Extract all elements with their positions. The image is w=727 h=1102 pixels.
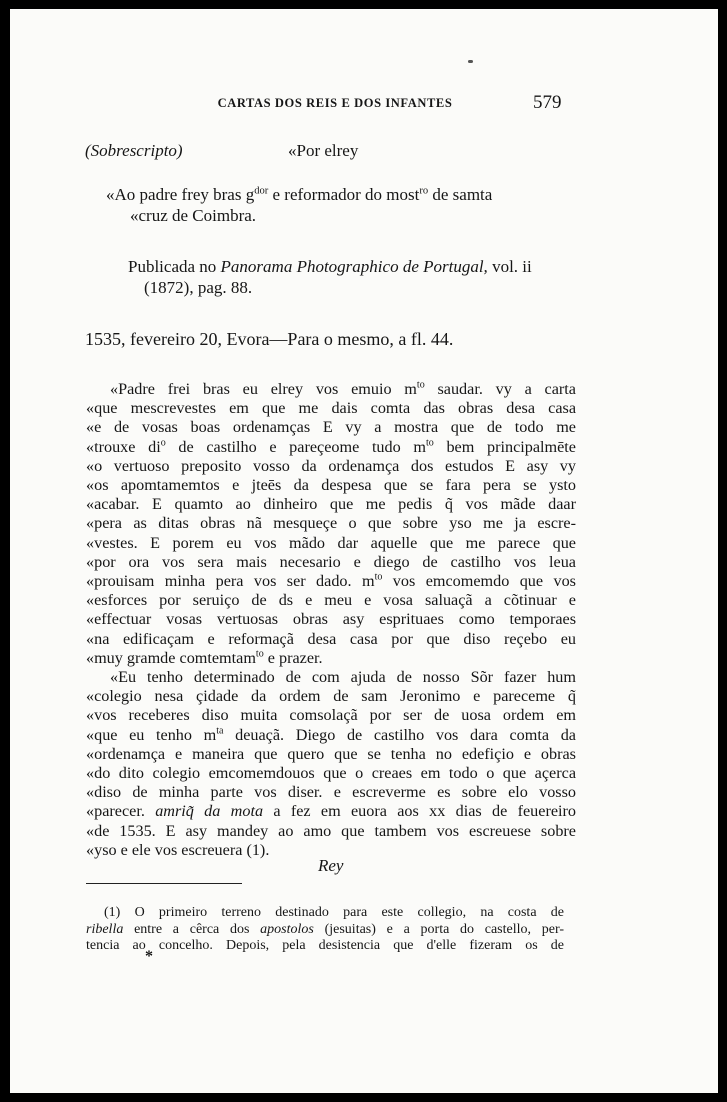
footnote-italic: apostolos bbox=[260, 921, 314, 937]
letter-line: «diso de minha parte vos diser. e escreverme es sobre elo vosso bbox=[86, 783, 576, 802]
margin-asterisk: * bbox=[145, 948, 153, 965]
superscript-abbreviation: to bbox=[425, 437, 434, 449]
footnote-fragment: entre a cêrca dos bbox=[134, 921, 250, 937]
letter-fragment: a fez em euora aos xx dias de feuereiro bbox=[273, 802, 577, 821]
superscript-abbreviation: to bbox=[255, 648, 264, 660]
letter-line: «por ora vos sera mais necesario e diego de castilho vos leua bbox=[86, 552, 576, 571]
superscription-address bbox=[106, 184, 576, 226]
letter-line-mixed bbox=[86, 802, 576, 821]
letter-body bbox=[86, 380, 576, 860]
letter-line: «prouisam minha pera vos ser dado. $m^{to}$ vos emcomemdo que vos bbox=[86, 571, 576, 591]
publication-line-2: (1872), pag. 88. bbox=[144, 278, 253, 297]
publication-prefix: Publicada no bbox=[128, 257, 217, 276]
footnote-fragment: (jesuitas) e a porta do castello, per- bbox=[324, 921, 565, 937]
letter-line: «effectuar vosas vertuosas obras asy esprituaes como temporaes bbox=[86, 610, 576, 629]
publication-title: Panorama Photographico de Portugal, bbox=[220, 257, 488, 276]
footnote-line-mixed bbox=[86, 922, 564, 939]
letter-line: «que eu tenho $m^{ta}$ deuaçã. Diego de castilho vos dara comta da bbox=[86, 725, 576, 744]
superscription-opening: «Por elrey bbox=[288, 141, 359, 160]
letter-line: «do dito colegio emcomemdouos que o creaes em todo o que açerca bbox=[86, 764, 576, 783]
superscript-abbreviation: to bbox=[374, 571, 383, 583]
letter-line: «Padre frei bras eu elrey vos emuio $m^{to}$ saudar. vy a carta bbox=[110, 379, 576, 398]
footnote-line: tencia ao concelho. Depois, pela desistencia que d'elle fizeram os de bbox=[86, 938, 564, 953]
footnote-divider bbox=[86, 883, 242, 884]
superscript-abbreviation: to bbox=[416, 379, 425, 391]
letter-line: «e de vosas boas ordenamças E vy a mostra que de todo me bbox=[86, 418, 576, 437]
footnote-italic: ribella bbox=[86, 921, 124, 937]
superscript-abbreviation: o bbox=[160, 437, 166, 449]
address-line-1-text: «Ao padre frey bras $g^{dor}$ e reformador do most$^{ro}$ de samta bbox=[106, 185, 493, 204]
letter-line: «colegio nesa çidade da ordem de sam Jeronimo e pareceme q̃ bbox=[86, 687, 576, 706]
page-number: 579 bbox=[533, 92, 562, 113]
footnote bbox=[86, 905, 564, 955]
publication-line-1 bbox=[128, 256, 588, 277]
letter-line: «os apomtamemtos e jteēs da despesa que se fara pera se ysto bbox=[86, 476, 576, 495]
publication-volume: vol. ii bbox=[492, 257, 532, 276]
letter-line: «vos receberes diso muita comsolaçã por ser de uosa ordem em bbox=[86, 706, 576, 725]
superscript-abbreviation: dor bbox=[254, 185, 269, 197]
letter-line: «na edificaçam e reformaçã desa casa por que diso reçebo eu bbox=[86, 629, 576, 648]
letter-line: «o vertuoso preposito vosso da ordenamça dos estudos E asy vy bbox=[86, 456, 576, 475]
signature: Rey bbox=[318, 856, 344, 875]
letter-fragment: «parecer. bbox=[86, 802, 145, 821]
document-dating: 1535, fevereiro 20, Evora—Para o mesmo, a fl. 44. bbox=[85, 329, 454, 349]
letter-line: «trouxe $di^o$ de castilho e pareçeome tudo $m^{to}$ bem principalmēte bbox=[86, 437, 576, 456]
letter-line: «Eu tenho determinado de com ajuda de nosso Sõr fazer hum bbox=[110, 668, 576, 687]
address-line-1 bbox=[106, 184, 576, 205]
running-title: CARTAS DOS REIS E DOS INFANTES bbox=[217, 96, 453, 110]
letter-line: «yso e ele vos escreuera (1). bbox=[86, 840, 270, 859]
ink-speck bbox=[468, 60, 473, 63]
letter-line: «esforces por seruiço de ds e meu e vosa saluaçã a cõtinuar e bbox=[86, 591, 576, 610]
letter-line: «que mescrevestes em que me dais comta das obras desa casa bbox=[86, 399, 576, 418]
footnote-line: (1) O primeiro terreno destinado para este collegio, na costa de bbox=[104, 905, 564, 920]
publication-note bbox=[128, 256, 588, 298]
superscription-label: (Sobrescripto) bbox=[85, 141, 183, 160]
letter-line: «pera as ditas obras nã mesqueçe o que sobre yso me ja escre- bbox=[86, 514, 576, 533]
letter-secretary-name: amriq̃ da mota bbox=[155, 802, 264, 821]
letter-line: «ordenamça e maneira que quero que se tenha no edefiçio e obras bbox=[86, 744, 576, 763]
letter-line: «vestes. E porem eu vos mãdo dar aquelle que me parece que bbox=[86, 533, 576, 552]
superscript-abbreviation: ta bbox=[216, 725, 224, 737]
superscript-abbreviation: ro bbox=[419, 185, 429, 197]
address-line-2: «cruz de Coimbra. bbox=[130, 206, 257, 225]
letter-line: «muy gramde comtemtam$^{to}$ e prazer. bbox=[86, 648, 323, 667]
letter-line: «acabar. E quamto ao dinheiro que me pedis q̃ vos mãde daar bbox=[86, 495, 576, 514]
letter-line: «de 1535. E asy mandey ao amo que tambem vos escreuese sobre bbox=[86, 821, 576, 840]
